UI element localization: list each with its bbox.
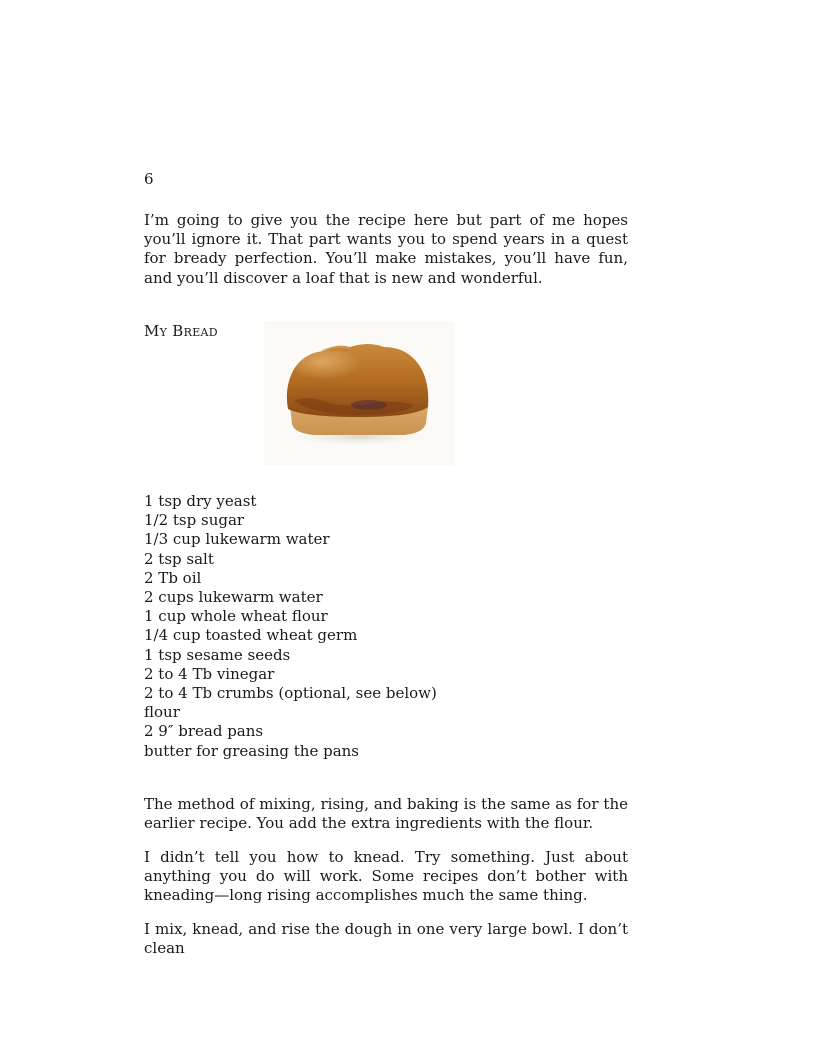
intro-paragraph: I’m going to give you the recipe here but part of me hopes you’ll ignore it. That part wants you to spend years in a quest for bready perfection. You’ll make mistakes, you’ll have fun, and you’ll discover a loaf that is new and wonderful. [144,211,628,287]
ingredient-item: 2 to 4 Tb crumbs (optional, see below) [144,684,437,703]
ingredient-item: 2 tsp salt [144,549,214,568]
ingredient-item: 2 to 4 Tb vinegar [144,664,275,683]
ingredient-item: 2 Tb oil [144,568,202,587]
ingredient-item: 1/3 cup lukewarm water [144,530,330,549]
ingredient-list [144,492,437,761]
ingredient-item: 1 cup whole wheat flour [144,607,328,626]
ingredient-item: 1/2 tsp sugar [144,511,245,530]
recipe-title: My Bread [144,322,218,340]
ingredient-item: butter for greasing the pans [144,741,360,760]
ingredient-item: flour [144,703,180,722]
ingredient-item: 2 cups lukewarm water [144,588,323,607]
bread-loaf-photo [264,321,455,465]
ingredient-item: 2 9″ bread pans [144,722,264,741]
ingredient-item: 1 tsp dry yeast [144,492,257,510]
page-number: 6 [144,170,154,188]
ingredient-item: 1/4 cup toasted wheat germ [144,626,358,645]
bowl-paragraph: I mix, knead, and rise the dough in one very large bowl. I don’t clean [144,920,628,958]
knead-paragraph: I didn’t tell you how to knead. Try something. Just about anything you do will work. Some recipes don’t bother with kneading—long rising accomplishes much the same thing. [144,848,628,905]
method-paragraph: The method of mixing, rising, and baking is the same as for the earlier recipe. You add the extra ingredients with the flour. [144,795,628,833]
ingredient-item: 1 tsp sesame seeds [144,645,291,664]
